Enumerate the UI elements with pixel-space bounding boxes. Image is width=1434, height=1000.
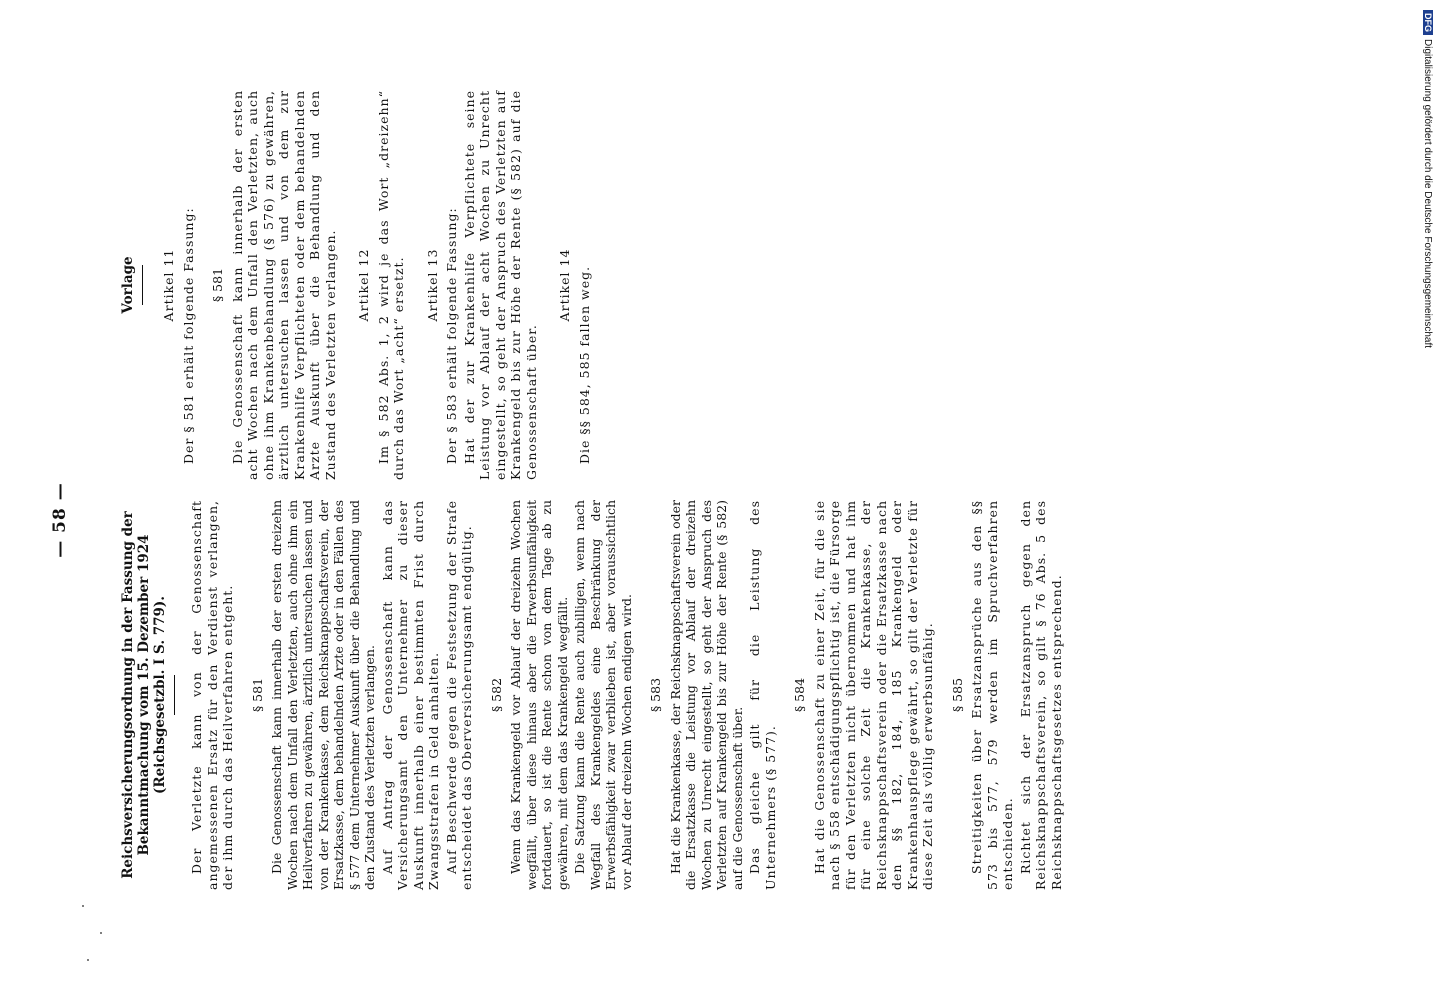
- article-text: Hat der zur Krankenhilfe Verpflichtete seine Leistung vor Ablauf der acht Wochen zu Unrecht eingestellt, so geht der Anspruch des Verletzten auf Krankengeld bis zur Höhe der Rente (§ 582) auf die Genossenschaft über.: [461, 90, 539, 480]
- title-rule: [142, 265, 143, 305]
- article-heading: Artikel 14: [557, 248, 572, 322]
- section-heading-582: § 582: [488, 677, 504, 713]
- article-lead: Der § 583 erhält folgende Fassung:: [444, 207, 459, 464]
- article-heading: Artikel 12: [356, 248, 371, 322]
- article-text: Im § 582 Abs. 1, 2 wird je das Wort „dreizehn“ durch das Wort „acht“ ersetzt.: [375, 90, 406, 480]
- right-column-title: Vorlage: [120, 256, 136, 314]
- section-582-para-2: Die Satzung kann die Rente auch zubilligen, wenn nach Wegfall des Krankengeldes eine Beschränkung der Erwerbsfähigkeit zwar verblieben ist, aber voraussichtlich vor Ablauf der dreizehn Wochen endigen wird.: [572, 500, 634, 890]
- digitization-credit-text-wrap: [1422, 10, 1433, 348]
- right-column: [120, 90, 594, 480]
- section-581-para-3: Auf Beschwerde gegen die Festsetzung der Strafe entscheidet das Oberversicherungsamt endgültig.: [443, 500, 474, 890]
- article-text: Die §§ 584, 585 fallen weg.: [576, 265, 592, 464]
- title-line: (Reichsgesetzbl. I S. 779).: [152, 596, 168, 794]
- article-subheading: § 581: [210, 267, 225, 303]
- section-583-para-1: Hat die Krankenkasse, der Reichsknappschaftsverein oder die Ersatzkasse die Leistung vor Ablauf der dreizehn Wochen zu Unrecht eingestellt, so geht der Anspruch des Verletzten auf Krankengeld bis zur Höhe der Rente (§ 582) auf die Genossenschaft über.: [667, 500, 745, 890]
- section-585-para-1: Streitigkeiten über Ersatzansprüche aus den §§ 573 bis 577, 579 werden im Spruchverfahren entschieden.: [969, 500, 1015, 890]
- intro-paragraph: Der Verletzte kann von der Genossenschaft angemessenen Ersatz für den Verdienst verlangen, der ihm durch das Heilverfahren entgeht.: [189, 500, 235, 890]
- page-number: — 58 —: [50, 482, 70, 558]
- section-heading-584: § 584: [792, 677, 807, 713]
- section-581-para-2: Auf Antrag der Genossenschaft kann das Versicherungsamt den Unternehmer zu dieser Auskunft innerhalb einer bestimmten Frist durch Zwangsstrafen in Geld anhalten.: [379, 500, 441, 890]
- section-583-para-2: Das gleiche gilt für die Leistung des Unternehmers (§ 577).: [747, 500, 778, 890]
- title-line: Bekanntmachung vom 15. Dezember 1924: [136, 534, 152, 856]
- left-column: [120, 500, 1066, 890]
- section-heading-583: § 583: [648, 677, 663, 713]
- article-lead: Der § 581 erhält folgende Fassung:: [180, 207, 196, 464]
- section-585-para-2: Richtet sich der Ersatzanspruch gegen den Reichsknappschaftsverein, so gilt § 76 Abs. 5 des Reichsknappschaftsgesetzes entsprechend.: [1017, 500, 1064, 890]
- left-column-title: [120, 500, 168, 890]
- article-heading: Artikel 13: [424, 248, 440, 322]
- section-584-para-1: Hat die Genossenschaft zu einer Zeit, für die sie nach § 558 entschädigungspflichtig ist, die Fürsorge für den Verletzten nicht übernommen und hat ihm für eine solche Zeit die Krankenkasse, der Reichsknappschaftsverein oder die Ersatzkasse nach den §§ 182, 184, 185 Krankengeld oder Krankenhauspflege gewährt, so gilt der Verletzte für diese Zeit als völlig erwerbsunfähig.: [811, 500, 935, 890]
- rotated-page-content: [40, 90, 1390, 950]
- section-heading-585: § 585: [949, 677, 965, 713]
- dfg-logo: DFG: [1423, 10, 1433, 35]
- section-581-para-1: Die Genossenschaft kann innerhalb der ersten dreizehn Wochen nach dem Unfall den Verletzten, auch ohne ihm ein Heilverfahren zu gewähren, ärztlich untersuchen lassen und von der Krankenkasse, dem Reichsknappschaftsverein, der Ersatzkasse, dem behandelnden Arzte oder in den Fällen des § 577 dem Unternehmer Auskunft über die Behandlung und den Zustand des Verletzten verlangen.: [269, 500, 377, 890]
- section-582-para-1: Wenn das Krankengeld vor Ablauf der dreizehn Wochen wegfällt, über diese hinaus aber die Erwerbsunfähigkeit fortdauert, so ist die Rente schon von dem Tage ab zu gewähren, mit dem das Krankengeld wegfällt.: [508, 500, 570, 890]
- article-text: Die Genossenschaft kann innerhalb der ersten acht Wochen nach dem Unfall den Verletzten, auch ohne ihm Krankenbehandlung (§ 576) zu gewähren, ärztlich untersuchen lassen und von dem zur Krankenhilfe Verpflichteten oder dem behandelnden Arzte Auskunft über die Behandlung und den Zustand des Verletzten verlangen.: [229, 90, 338, 480]
- digitization-credit-text: Digitalisierung gefördert durch die Deutsche Forschungsgemeinschaft: [1422, 39, 1433, 349]
- title-line: Reichsversicherungsordnung in der Fassung der: [120, 511, 136, 879]
- title-rule: [174, 675, 175, 715]
- section-heading-581: § 581: [249, 677, 265, 713]
- article-heading: Artikel 11: [161, 248, 176, 322]
